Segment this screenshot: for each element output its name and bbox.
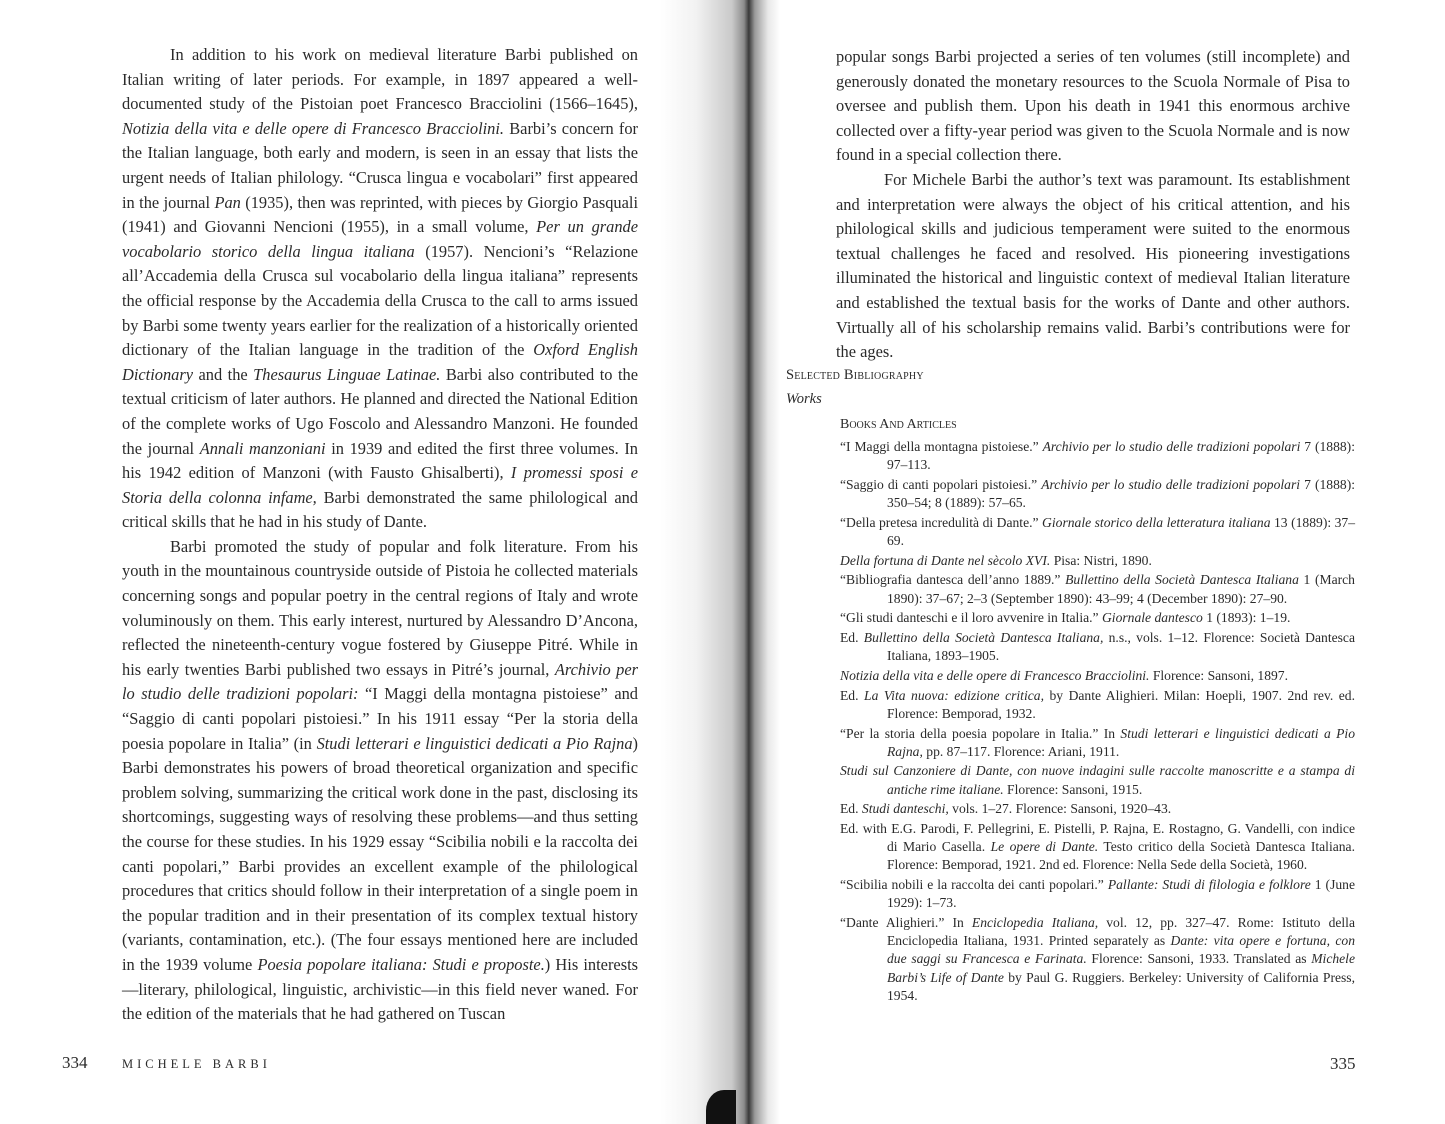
text-run: “Dante Alighieri.” In <box>840 915 972 931</box>
text-run: For Michele Barbi the author’s text was paramount. Its establishment and interpretation were always the object of his critical attention, and his philological skills and judicious temperament were suited to the enormous textual challenges he faced and resolved. His pioneering investigations illuminated the historical and linguistic context of medieval Italian literature and established the textual basis for the works of Dante and other authors. Virtually all of his scholarship remains valid. Barbi’s contributions were for the ages. <box>836 169 1350 362</box>
bibliography-entry <box>840 609 1355 627</box>
text-run: 13 (1889): 37–69. <box>887 514 1356 549</box>
text-run: in 1939 and edited the first three volumes. In his 1942 edition of Manzoni (with Fausto Ghisalberti), <box>122 438 638 483</box>
paragraph <box>836 45 1350 168</box>
text-run: In addition to his work on medieval literature Barbi published on Italian writing of later periods. For example, in 1897 appeared a well-documented study of the Pistoian poet Francesco Bracciolini (1566–1645), <box>122 45 638 114</box>
italic-text: Studi sul Canzoniere di Dante, con nuove indagini sulle raccolte manoscritte e a stampa di antiche rime italiane. <box>840 763 1355 797</box>
text-run: (1957). Nencioni’s “Relazione all’Accademia della Crusca sul vocabolario della lingua italiana” represents the official response by the Accademia della Crusca to the call to arms issued by Barbi some twenty years earlier for the realization of a historically oriented dictionary of the Italian language in the tradition of the <box>122 241 638 360</box>
italic-text: Oxford English Dictionary <box>122 340 638 384</box>
text-run: Testo critico della Società Dantesca Italiana. Florence: Bemporad, 1921. 2nd ed. Florence: Nella Sede della Società, 1960. <box>887 839 1355 873</box>
bibliography-entry <box>840 514 1355 550</box>
books-articles-label: Books And Articles <box>840 417 957 432</box>
text-run: Ed. <box>840 630 864 646</box>
italic-text: Michele Barbi’s Life of Dante <box>887 951 1355 985</box>
italic-text: Poesia popolare italiana: Studi e proposte. <box>257 954 545 974</box>
text-run: pp. 87–117. Florence: Ariani, 1911. <box>922 743 1120 759</box>
text-run: Pisa: Nistri, 1890. <box>1050 552 1152 568</box>
italic-text: Giornale dantesco <box>1101 610 1203 626</box>
italic-text: Bullettino della Società Dantesca Italiana <box>1065 572 1299 588</box>
italic-text: Bullettino della Società Dantesca Italiana, <box>863 630 1104 646</box>
bibliography-entry <box>840 762 1355 798</box>
text-run: “I Maggi della montagna pistoiese.” <box>840 439 1043 454</box>
paragraph <box>122 535 638 1027</box>
text-run: “Per la storia della poesia popolare in Italia.” In <box>840 725 1121 741</box>
text-run: vol. 12, pp. 327–47. Rome: Istituto della Enciclopedia Italiana, 1931. Printed separately as <box>887 915 1355 949</box>
bibliography-entry <box>840 476 1355 512</box>
bibliography-entry <box>840 914 1355 1005</box>
bibliography-entry <box>840 667 1355 685</box>
italic-text: I promessi sposi e Storia della colonna infame, <box>122 463 639 507</box>
paragraph <box>836 168 1350 365</box>
bibliography-list <box>840 438 1355 1007</box>
italic-text: Per un grande vocabolario storico della lingua italiana <box>122 217 639 261</box>
italic-text: Annali manzoniani <box>199 438 326 458</box>
bibliography-entry <box>840 820 1355 875</box>
text-run: ) His interests—literary, philological, linguistic, archivistic—in this field never waned. For the edition of the materials that he had gathered on Tuscan <box>122 954 639 1024</box>
text-run: Florence: Sansoni, 1933. Translated as <box>1086 951 1312 967</box>
page-number: 334 <box>62 1053 88 1072</box>
bibliography-entry <box>840 800 1355 818</box>
text-run: “I Maggi della montagna pistoiese” and “Saggio di canti popolari pistoiesi.” In his 1911 essay “Per la storia della poesia popolare in Italia” (in <box>122 684 638 753</box>
text-run: “Bibliografia dantesca dell’anno 1889.” <box>840 572 1066 588</box>
text-run: 1 (March 1890): 37–67; 2–3 (September 1890): 43–99; 4 (December 1890): 27–90. <box>887 572 1355 606</box>
text-run: Florence: Sansoni, 1915. <box>1003 781 1143 797</box>
bibliography-entry <box>840 629 1355 665</box>
italic-text: Dante: vita opere e fortuna, con due saggi su Francesca e Farinata. <box>887 933 1355 967</box>
italic-text: Pallante: Studi di filologia e folklore <box>1107 877 1311 893</box>
text-run: 7 (1888): 97–113. <box>887 439 1355 473</box>
text-run: Barbi demonstrated the same philological and critical skills that he had in his study of Dante. <box>122 487 638 532</box>
italic-text: Della fortuna di Dante nel sècolo XVI. <box>840 552 1051 568</box>
text-run: by Paul G. Ruggiers. Berkeley: University of California Press, 1954. <box>887 969 1355 1003</box>
italic-text: Studi danteschi, <box>861 801 949 817</box>
italic-text: Archivio per lo studio delle tradizioni popolari <box>1042 439 1301 454</box>
gutter-shadow <box>706 1090 736 1124</box>
text-run: and the <box>193 364 254 384</box>
bibliography-heading: Selected Bibliography <box>786 367 924 383</box>
left-page-body <box>122 43 638 1027</box>
text-run: by Dante Alighieri. Milan: Hoepli, 1907. 2nd rev. ed. Florence: Bemporad, 1932. <box>887 687 1355 721</box>
text-run: “Gli studi danteschi e il loro avvenire in Italia.” <box>840 610 1102 626</box>
text-run: Ed. <box>840 801 862 817</box>
italic-text: Pan <box>214 192 241 212</box>
italic-text: La Vita nuova: edizione critica, <box>864 687 1044 703</box>
bibliography-entry <box>840 687 1355 723</box>
italic-text: Le opere di Dante. <box>990 839 1099 855</box>
bibliography-entry <box>840 438 1355 474</box>
text-run: Ed. with E.G. Parodi, F. Pellegrini, E. Pistelli, P. Rajna, E. Rostagno, G. Vandelli, con indice di Mario Casella. <box>840 821 1355 855</box>
text-run: “Scibilia nobili e la raccolta dei canti popolari.” <box>840 877 1108 893</box>
text-run: popular songs Barbi projected a series of ten volumes (still incomplete) and generously donated the monetary resources to the Scuola Normale of Pisa to oversee and publish them. Upon his death in 1941 this enormous archive collected over a fifty-year period was given to the Scuola Normale and is now found in a special collection there. <box>836 47 1350 165</box>
works-label: Works <box>786 391 822 407</box>
italic-text: Studi letterari e linguistici dedicati a Pio Rajna, <box>887 725 1355 759</box>
italic-text: Archivio per lo studio delle tradizioni popolari: <box>122 659 638 704</box>
text-run: Florence: Sansoni, 1897. <box>1149 667 1289 683</box>
text-run: 7 (1888): 350–54; 8 (1889): 57–65. <box>887 476 1355 511</box>
italic-text: Giornale storico della letteratura italiana <box>1042 514 1271 530</box>
text-run: Barbi also contributed to the textual criticism of later authors. He planned and directed the National Edition of the complete works of Ugo Foscolo and Alessandro Manzoni. He founded the journal <box>122 364 638 458</box>
text-run: 1 (1893): 1–19. <box>1202 610 1291 626</box>
italic-text: Archivio per lo studio delle tradizioni popolari <box>1041 476 1301 492</box>
italic-text: Enciclopedia Italiana, <box>971 915 1099 931</box>
bibliography-entry <box>840 571 1355 607</box>
text-run: (1935), then was reprinted, with pieces by Giorgio Pasquali (1941) and Giovanni Nencioni (1955), in a small volume, <box>122 192 638 237</box>
book-gutter <box>660 0 780 1124</box>
text-run: “Della pretesa incredulità di Dante.” <box>840 514 1043 530</box>
text-run: 1 (June 1929): 1–73. <box>887 877 1355 911</box>
text-run: Barbi promoted the study of popular and folk literature. From his youth in the mountainous countryside outside of Pistoia he collected materials concerning songs and popular poetry in the central regions of Italy and wrote voluminously on them. This early interest, nurtured by Alessandro D’Ancona, reflected the nineteenth-century vogue fostered by Giuseppe Pitré. While in his early twenties Barbi published two essays in Pitré’s journal, <box>122 536 638 679</box>
bibliography-entry <box>840 876 1355 912</box>
running-footer: MICHELE BARBI <box>122 1057 271 1071</box>
text-run: n.s., vols. 1–12. Florence: Società Dantesca Italiana, 1893–1905. <box>887 630 1355 664</box>
paragraph <box>122 43 638 535</box>
page-number: 335 <box>1330 1054 1356 1073</box>
bibliography-entry <box>840 725 1355 761</box>
italic-text: Notizia della vita e delle opere di Francesco Bracciolini. <box>840 667 1150 683</box>
right-page-body <box>836 45 1350 365</box>
text-run: “Saggio di canti popolari pistoiesi.” <box>840 476 1042 492</box>
bibliography-entry <box>840 552 1355 570</box>
italic-text: Thesaurus Linguae Latinae. <box>253 364 441 384</box>
text-run: Ed. <box>840 687 865 703</box>
text-run: ) Barbi demonstrates his powers of broad theoretical organization and specific problem solving, summarizing the critical work done in the past, disclosing its shortcomings, suggesting ways of resolving these problems—and thus setting the course for these studies. In his 1929 essay “Scibilia nobili e la raccolta dei canti popolari,” Barbi provides an excellent example of the philological procedures that critics should follow in their interpretation of a single poem in the popular tradition and in their presentation of its complex textual history (variants, contamination, etc.). (The four essays mentioned here are included in the 1939 volume <box>122 733 638 974</box>
text-run: vols. 1–27. Florence: Sansoni, 1920–43. <box>948 801 1172 817</box>
italic-text: Studi letterari e linguistici dedicati a Pio Rajna <box>316 733 633 753</box>
italic-text: Notizia della vita e delle opere di Francesco Bracciolini. <box>122 118 505 138</box>
text-run: Barbi’s concern for the Italian language, both early and modern, is seen in an essay that lists the urgent needs of Italian philology. “Crusca lingua e vocabolari” first appeared in the journal <box>122 118 638 212</box>
